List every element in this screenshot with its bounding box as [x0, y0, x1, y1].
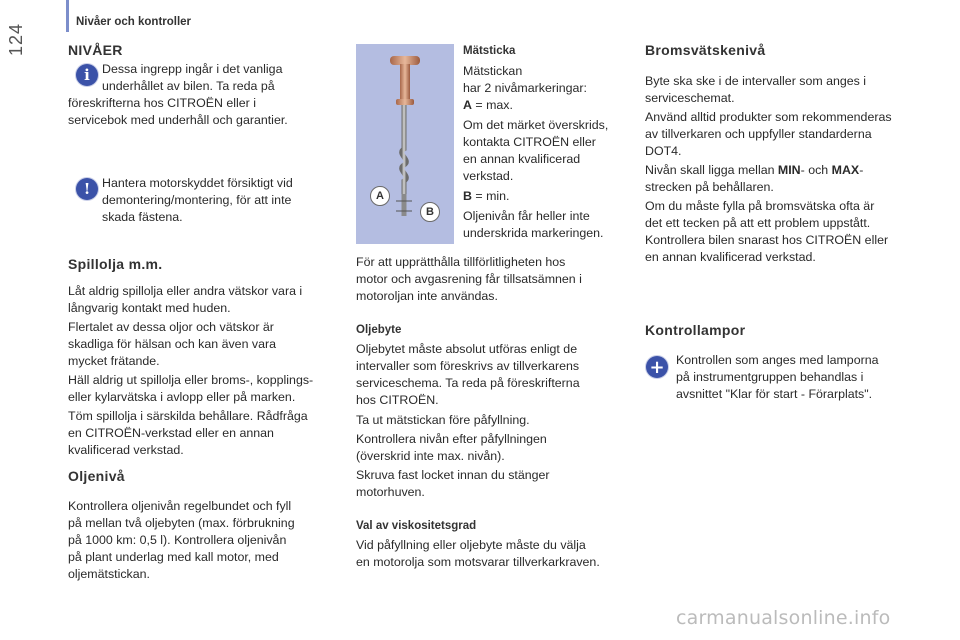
dip-under-line-2: underskrida markeringen.: [463, 226, 604, 240]
title-matsticka: Mätsticka: [463, 45, 516, 57]
dip-over-line-1: Om det märket överskrids,: [463, 118, 609, 132]
section-header: Nivåer och kontroller: [76, 16, 192, 28]
dip-a-key: A: [463, 98, 472, 112]
change-line-1: Oljebytet måste absolut utföras enligt de: [356, 342, 578, 356]
dip-over-line-4: verkstad.: [463, 169, 514, 183]
brake-line-4: av tillverkaren och uppfyller standarderna: [645, 127, 872, 141]
marker-b-label: B: [420, 202, 440, 222]
dip-a-value: = max.: [475, 98, 513, 112]
oil-line-5: oljemätstickan.: [68, 567, 150, 581]
maint-line-3: motoroljan inte användas.: [356, 289, 498, 303]
header-accent-bar: [66, 0, 69, 32]
title-viskositet: Val av viskositetsgrad: [356, 520, 477, 532]
spill-p4-line-2: en CITROËN-verkstad eller en annan: [68, 426, 274, 440]
dip-line-1: Mätstickan: [463, 64, 523, 78]
oil-line-4: på plant underlag med kall motor, med: [68, 550, 279, 564]
change-line-6: Kontrollera nivån efter påfyllningen: [356, 432, 547, 446]
brake-max: MAX: [831, 163, 860, 177]
title-nivaer: NIVÅER: [68, 42, 123, 58]
spill-p1-line-1: Låt aldrig spillolja eller andra vätskor vara i: [68, 284, 303, 298]
title-oljebyte: Oljebyte: [356, 324, 402, 336]
brake-6c: -: [859, 163, 864, 177]
title-bromsvatska: Bromsvätskenivå: [645, 42, 766, 58]
dip-over-line-3: en annan kvalificerad: [463, 152, 581, 166]
dip-b-key: B: [463, 189, 472, 203]
visc-line-1: Vid påfyllning eller oljebyte måste du välja: [356, 538, 586, 552]
lamps-line-3: avsnittet "Klar för start - Förarplats".: [676, 387, 873, 401]
title-kontrollampor: Kontrollampor: [645, 322, 746, 338]
change-line-3: serviceschema. Ta reda på föreskrifterna: [356, 376, 580, 390]
lamps-line-1: Kontrollen som anges med lamporna: [676, 353, 879, 367]
visc-line-2: en motorolja som motsvarar tillverkarkraven.: [356, 555, 600, 569]
spill-p2-line-1: Flertalet av dessa oljor och vätskor är: [68, 320, 274, 334]
info-line-4: servicebok med underhåll och garantier.: [68, 113, 288, 127]
info-line-3: föreskrifterna hos CITROËN eller i: [68, 96, 256, 110]
brake-line-5: DOT4.: [645, 144, 682, 158]
marker-a-label: A: [370, 186, 390, 206]
maint-line-2: motor och avgasrening får tillsatsämnen i: [356, 272, 582, 286]
warn-line-1: Hantera motorskyddet försiktigt vid: [102, 176, 293, 190]
info-line-1: Dessa ingrepp ingår i det vanliga: [102, 62, 283, 76]
oil-line-3: på 1000 km: 0,5 l). Kontrollera oljenivån: [68, 533, 287, 547]
change-line-4: hos CITROËN.: [356, 393, 439, 407]
spill-p2-line-3: mycket frätande.: [68, 354, 160, 368]
brake-6a: Nivån skall ligga mellan: [645, 163, 778, 177]
title-oljeniva: Oljenivå: [68, 468, 125, 484]
oil-line-1: Kontrollera oljenivån regelbundet och fyll: [68, 499, 292, 513]
change-line-9: motorhuven.: [356, 485, 425, 499]
brake-6b: - och: [800, 163, 832, 177]
spill-p3-line-1: Häll aldrig ut spillolja eller broms-, kopplings-: [68, 373, 314, 387]
brake-line-6: [645, 162, 863, 179]
dipstick-figure: [356, 44, 454, 244]
change-line-8: Skruva fast locket innan du stänger: [356, 468, 550, 482]
change-line-2: intervaller som föreskrivs av tillverkarens: [356, 359, 580, 373]
brake-min: MIN: [777, 163, 801, 177]
brake-line-3: Använd alltid produkter som rekommenderas: [645, 110, 892, 124]
spill-p3-line-2: eller kylarvätska i avlopp eller på marken.: [68, 390, 296, 404]
page-number: 124: [6, 22, 26, 56]
dip-over-line-2: kontakta CITROËN eller: [463, 135, 596, 149]
warning-icon: !: [76, 178, 98, 200]
brake-line-10: Kontrollera bilen snarast hos CITROËN eller: [645, 233, 889, 247]
change-line-7: (överskrid inte max. nivån).: [356, 449, 505, 463]
warn-line-3: skada fästena.: [102, 210, 183, 224]
dip-b-value: = min.: [475, 189, 510, 203]
warn-line-2: demontering/montering, för att inte: [102, 193, 292, 207]
spill-p2-line-2: skadliga för hälsan och kan även vara: [68, 337, 277, 351]
lamps-line-2: på instrumentgruppen behandlas i: [676, 370, 864, 384]
info-icon: i: [76, 64, 98, 86]
spill-p4-line-1: Töm spillolja i särskilda behållare. Rådfråga: [68, 409, 308, 423]
dip-a-line: [463, 97, 513, 114]
oil-line-2: på mellan två oljebyten (max. förbrukning: [68, 516, 295, 530]
brake-line-2: serviceschemat.: [645, 91, 735, 105]
spill-p4-line-3: kvalificerad verkstad.: [68, 443, 184, 457]
info-line-2: underhållet av bilen. Ta reda på: [102, 79, 275, 93]
maint-line-1: För att upprätthålla tillförlitligheten hos: [356, 255, 566, 269]
brake-line-1: Byte ska ske i de intervaller som anges i: [645, 74, 867, 88]
watermark-text: carmanualsonline.info: [676, 607, 891, 629]
brake-line-9: det ett tecken på att ett problem uppstått.: [645, 216, 871, 230]
dip-line-2: har 2 nivåmarkeringar:: [463, 81, 587, 95]
dip-b-line: [463, 188, 510, 205]
brake-line-7: strecken på behållaren.: [645, 180, 774, 194]
brake-line-8: Om du måste fylla på bromsvätska ofta är: [645, 199, 875, 213]
title-spillolja: Spillolja m.m.: [68, 256, 163, 272]
dip-under-line-1: Oljenivån får heller inte: [463, 209, 590, 223]
plus-icon: +: [646, 356, 668, 378]
spill-p1-line-2: långvarig kontakt med huden.: [68, 301, 231, 315]
brake-line-11: en annan kvalificerad verkstad.: [645, 250, 816, 264]
change-line-5: Ta ut mätstickan före påfyllning.: [356, 413, 530, 427]
